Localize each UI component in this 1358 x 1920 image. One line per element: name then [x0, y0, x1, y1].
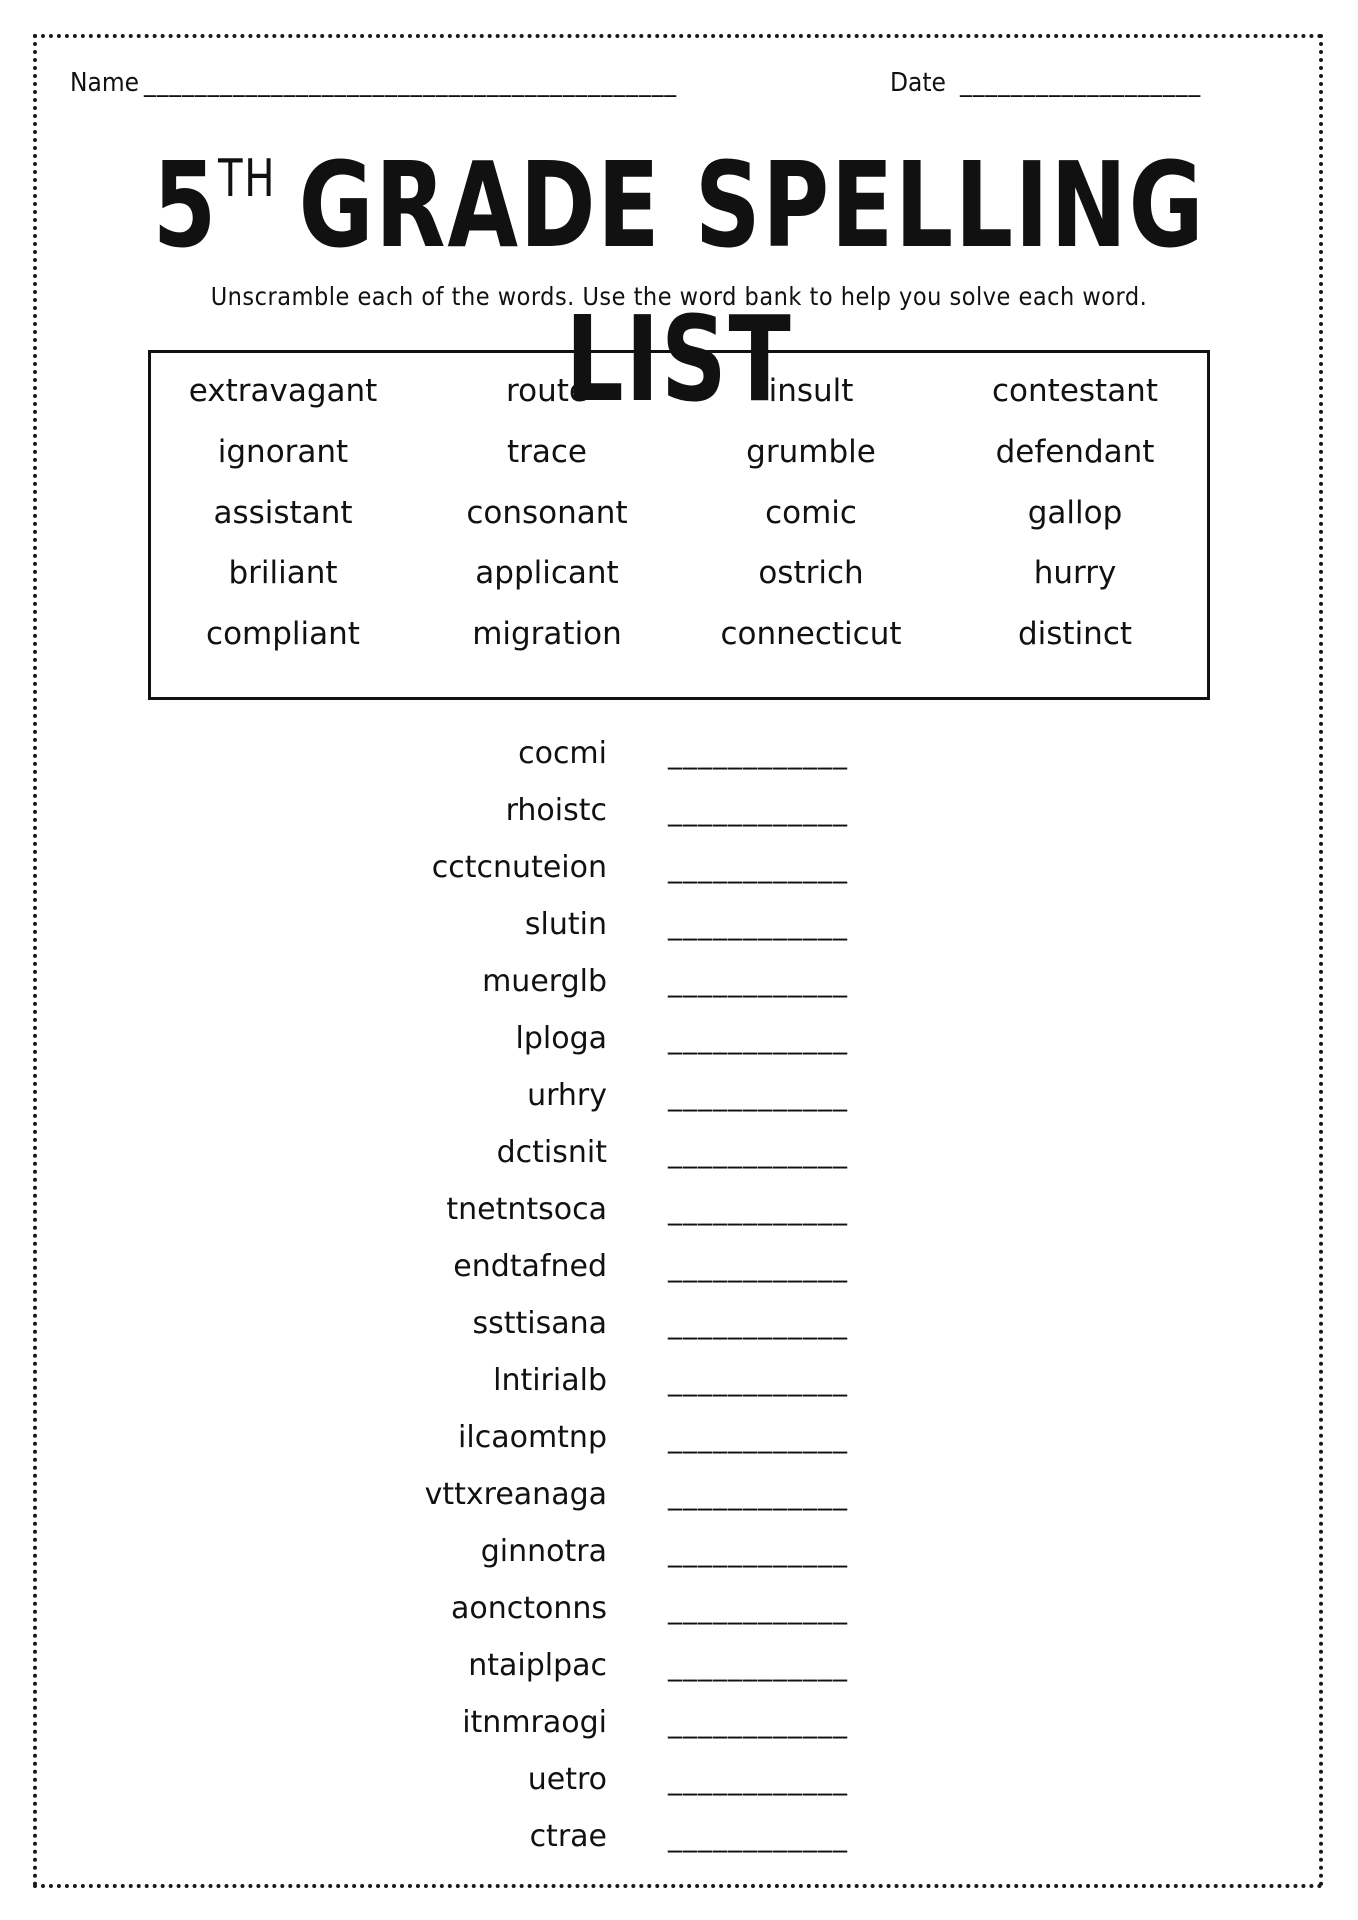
title-superscript: TH: [218, 149, 277, 209]
answer-blank: ____________: [668, 1022, 848, 1055]
scramble-row: [0, 789, 1358, 846]
answer-blank: ____________: [668, 1535, 848, 1568]
word-bank-word: ignorant: [217, 433, 349, 470]
scramble-row: [0, 732, 1358, 789]
answer-blank: ____________: [668, 1307, 848, 1340]
scrambled-word: dctisnit: [496, 1135, 607, 1170]
word-bank-word: gallop: [1027, 494, 1123, 531]
title-text: GRADE SPELLING LIST: [298, 136, 1206, 428]
scramble-row: [0, 1644, 1358, 1701]
scrambled-word: lntirialb: [493, 1363, 607, 1398]
name-label: Name: [70, 68, 140, 98]
answer-blank: ____________: [668, 737, 848, 770]
scramble-row: [0, 1587, 1358, 1644]
scrambled-word: cctcnuteion: [431, 850, 607, 885]
scrambled-word: itnmraogi: [462, 1705, 607, 1740]
word-bank: [148, 350, 1210, 700]
scrambled-word: ntaiplpac: [468, 1648, 607, 1683]
instructions: Unscramble each of the words. Use the word bank to help you solve each word.: [210, 282, 1148, 311]
scrambled-word: slutin: [524, 907, 607, 942]
word-bank-word: extravagant: [188, 373, 378, 409]
scramble-row: [0, 1245, 1358, 1302]
scramble-row: [0, 846, 1358, 903]
word-bank-word: applicant: [475, 555, 619, 592]
answer-blank: ____________: [668, 1079, 848, 1112]
answer-blank: ____________: [668, 1250, 848, 1283]
scrambled-word: tnetntsoca: [446, 1192, 607, 1227]
answer-blank: ____________: [668, 965, 848, 998]
scramble-row: [0, 1131, 1358, 1188]
scrambled-word: vttxreanaga: [424, 1477, 607, 1512]
word-bank-word: hurry: [1033, 555, 1117, 592]
scramble-row: [0, 1758, 1358, 1815]
scramble-row: [0, 1416, 1358, 1473]
word-bank-word: insult: [768, 373, 854, 409]
answer-blank: ____________: [668, 1763, 848, 1796]
date-blank: ___________________: [960, 68, 1202, 98]
scramble-row: [0, 1359, 1358, 1416]
scrambled-word: ginnotra: [480, 1534, 607, 1569]
date-label: Date: [890, 68, 946, 98]
scramble-row: [0, 960, 1358, 1017]
word-bank-word: ostrich: [758, 555, 864, 592]
scrambled-word: lploga: [515, 1021, 607, 1056]
scrambled-word: ctrae: [529, 1819, 607, 1854]
name-blank: __________________________________________: [144, 68, 678, 98]
scrambled-word: ilcaomtnp: [458, 1420, 607, 1455]
answer-blank: ____________: [668, 1706, 848, 1739]
answer-blank: ____________: [668, 1421, 848, 1454]
answer-blank: ____________: [668, 794, 848, 827]
answer-blank: ____________: [668, 1364, 848, 1397]
word-bank-word: distinct: [1017, 616, 1133, 653]
scrambled-word: rhoistc: [505, 793, 607, 828]
answer-blank: ____________: [668, 1193, 848, 1226]
answer-blank: ____________: [668, 1136, 848, 1169]
answer-blank: ____________: [668, 1820, 848, 1853]
scramble-row: [0, 1188, 1358, 1245]
answer-blank: ____________: [668, 908, 848, 941]
word-bank-word: connecticut: [720, 616, 902, 653]
word-bank-word: contestant: [992, 373, 1158, 409]
answer-blank: ____________: [668, 851, 848, 884]
word-bank-word: assistant: [213, 494, 353, 531]
scrambled-word: uetro: [527, 1762, 607, 1797]
scrambled-word: endtafned: [453, 1249, 607, 1284]
scrambled-word: muerglb: [482, 964, 607, 999]
scrambled-word: cocmi: [518, 736, 607, 771]
word-bank-word: grumble: [746, 433, 876, 470]
word-bank-word: compliant: [206, 616, 360, 653]
word-bank-word: comic: [765, 494, 857, 531]
word-bank-word: consonant: [466, 494, 628, 531]
title-grade-number: 5: [152, 136, 219, 274]
word-bank-word: briliant: [228, 555, 338, 592]
scramble-row: [0, 1473, 1358, 1530]
scramble-row: [0, 1530, 1358, 1587]
answer-blank: ____________: [668, 1478, 848, 1511]
scramble-row: [0, 1815, 1358, 1872]
scramble-row: [0, 903, 1358, 960]
answer-blank: ____________: [668, 1649, 848, 1682]
scramble-row: [0, 1701, 1358, 1758]
word-bank-word: defendant: [995, 433, 1155, 470]
scramble-row: [0, 1302, 1358, 1359]
scramble-row: [0, 1074, 1358, 1131]
scramble-row: [0, 1017, 1358, 1074]
word-bank-word: trace: [506, 433, 587, 470]
scrambled-word: urhry: [527, 1078, 607, 1113]
scrambled-word: aonctonns: [450, 1591, 607, 1626]
word-bank-word: migration: [472, 616, 622, 653]
header-row: [70, 68, 1290, 108]
answer-blank: ____________: [668, 1592, 848, 1625]
word-bank-word: route: [506, 373, 588, 409]
scrambled-word: ssttisana: [472, 1306, 607, 1341]
